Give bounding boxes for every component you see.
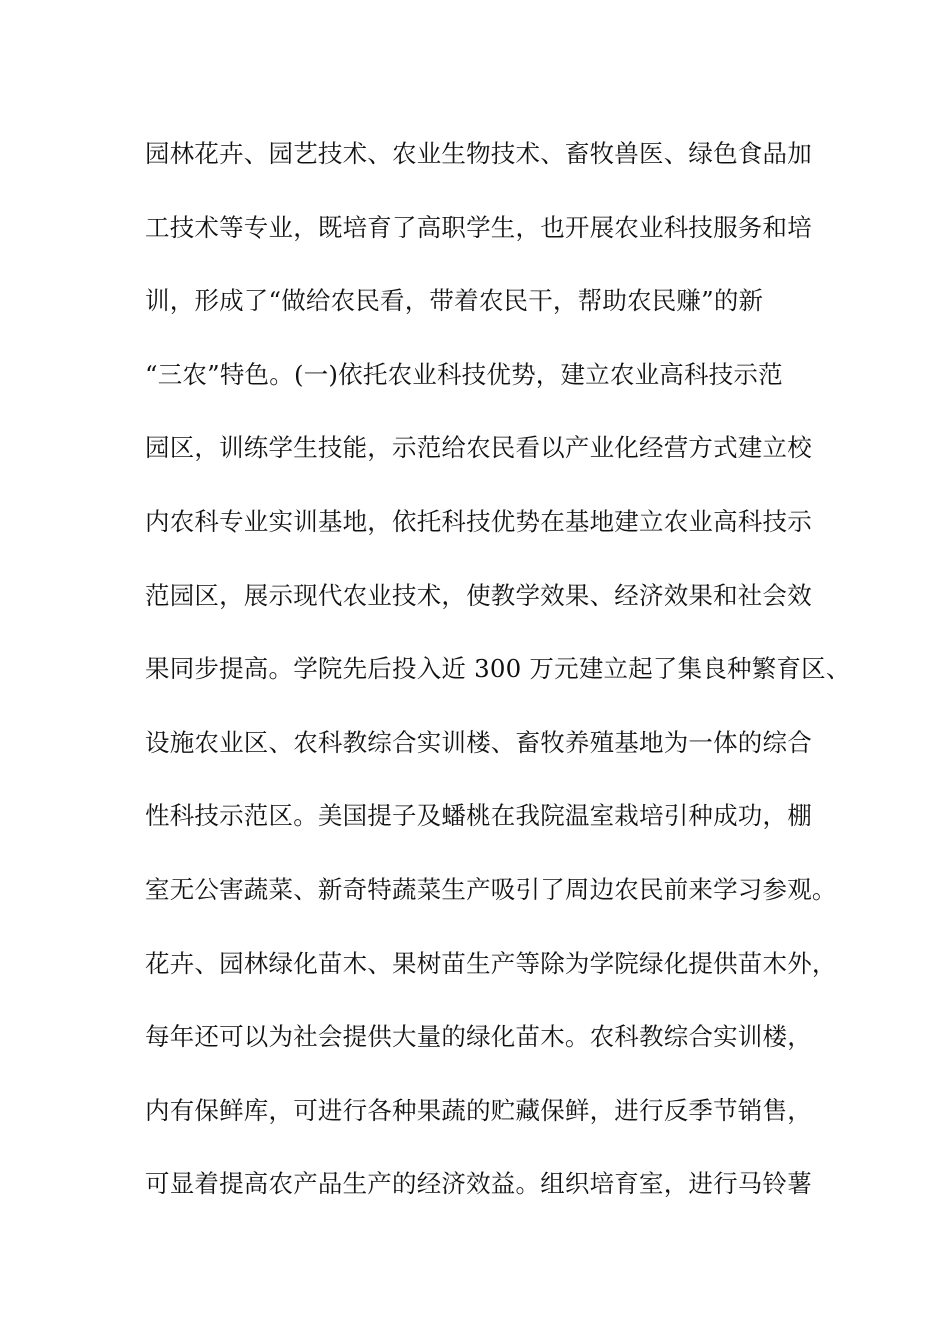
body-text: [145, 136, 851, 1240]
text-line-15: 可显着提高农产品生产的经济效益。组织培育室，进行马铃薯: [145, 1169, 812, 1199]
text-line-1: 园林花卉、园艺技术、农业生物技术、畜牧兽医、绿色食品加: [145, 139, 812, 168]
text-line-13: 每年还可以为社会提供大量的绿化苗木。农科教综合实训楼，: [145, 1022, 812, 1052]
text-line-9: 设施农业区、农科教综合实训楼、畜牧养殖基地为一体的综合: [145, 727, 812, 757]
text-line-6: 内农科专业实训基地，依托科技优势在基地建立农业高科技示: [145, 506, 812, 536]
text-line-5: 园区，训练学生技能，示范给农民看以产业化经营方式建立校: [145, 433, 812, 463]
text-line-8: 果同步提高。学院先后投入近 300 万元建立起了集良种繁育区、: [145, 654, 851, 684]
text-line-11: 室无公害蔬菜、新奇特蔬菜生产吸引了周边农民前来学习参观。: [145, 874, 837, 904]
text-line-4: “三农”特色。(一)依托农业科技优势，建立农业高科技示范: [145, 359, 783, 389]
text-line-3: 训，形成了“做给农民看，带着农民干，帮助农民赚”的新: [145, 286, 764, 316]
text-line-10: 性科技示范区。美国提子及蟠桃在我院温室栽培引种成功，棚: [145, 801, 812, 831]
text-line-12: 花卉、园林绿化苗木、果树苗生产等除为学院绿化提供苗木外，: [145, 948, 837, 978]
text-line-2: 工技术等专业，既培育了高职学生，也开展农业科技服务和培: [145, 212, 812, 242]
text-line-7: 范园区，展示现代农业技术，使教学效果、经济效果和社会效: [145, 580, 812, 610]
text-line-14: 内有保鲜库，可进行各种果蔬的贮藏保鲜，进行反季节销售，: [145, 1095, 812, 1125]
